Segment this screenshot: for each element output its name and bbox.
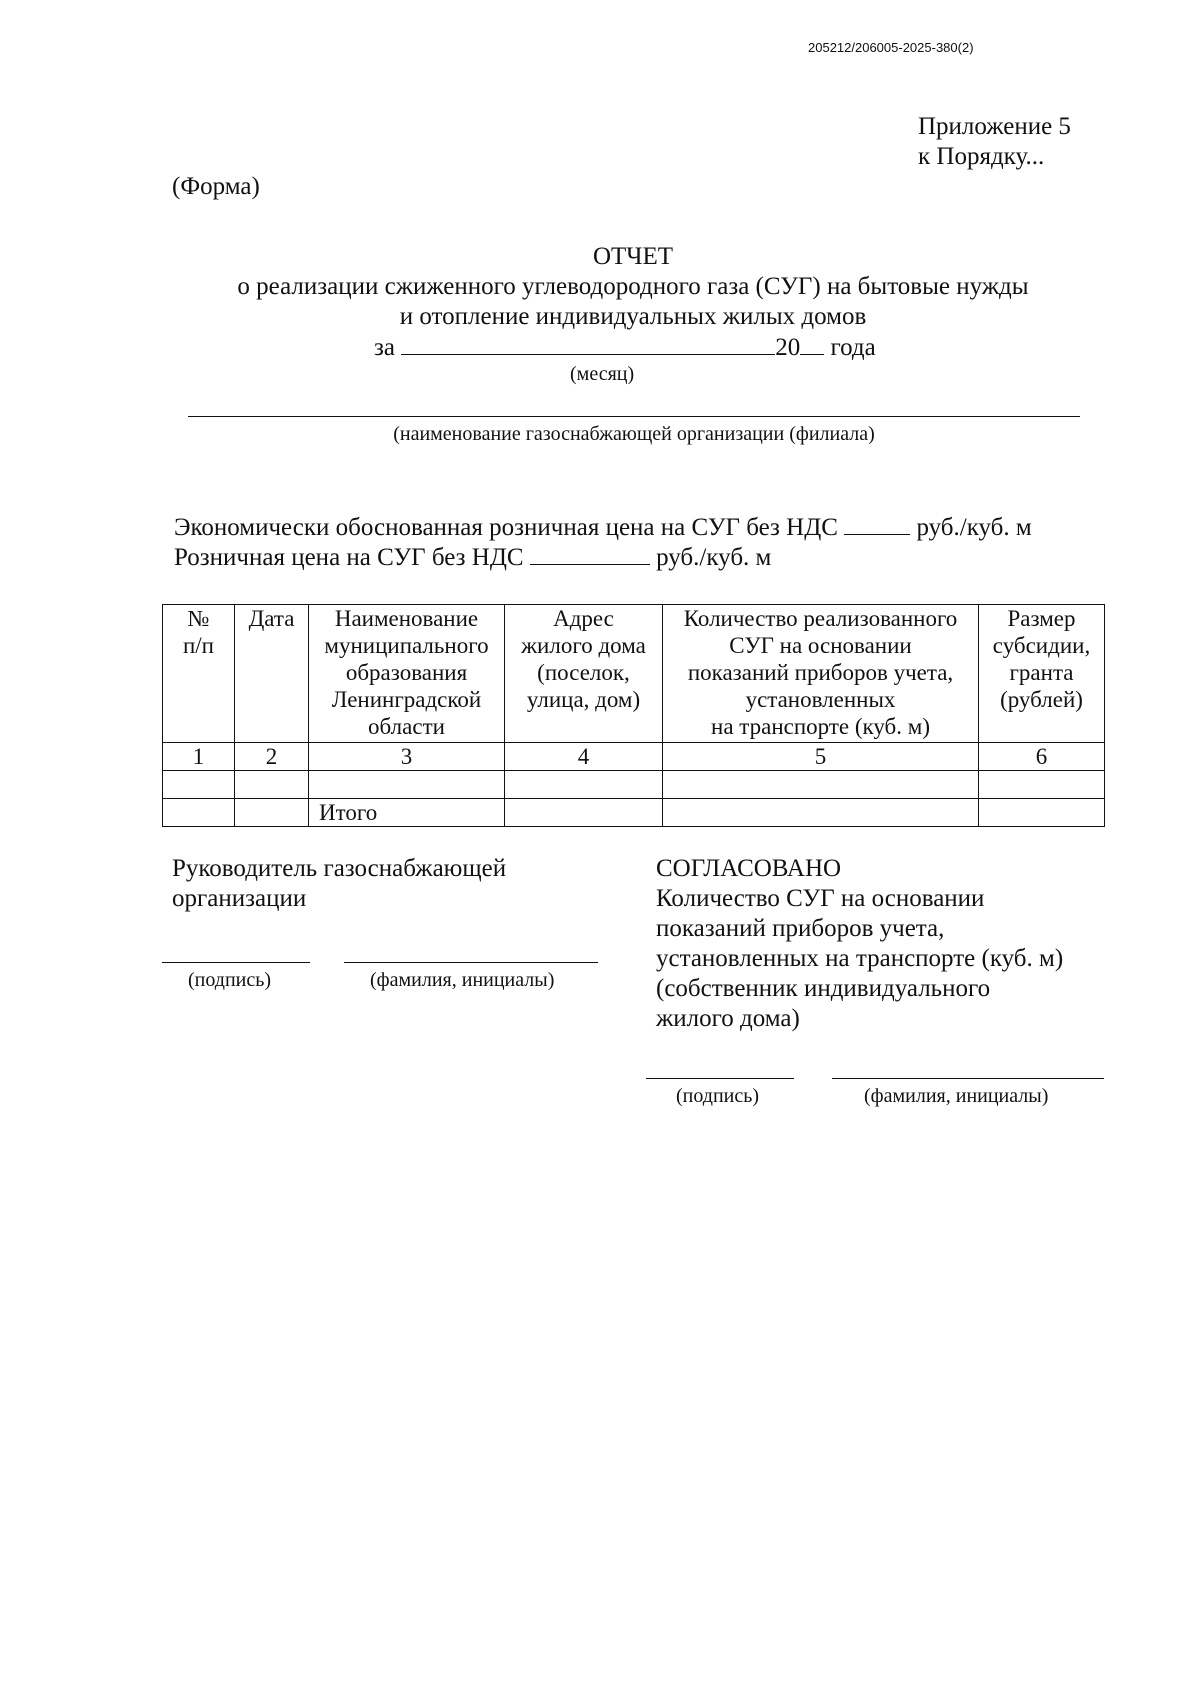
left-signature-line	[162, 962, 310, 963]
right-signature-line	[646, 1078, 794, 1079]
appendix-line-2: к Порядку...	[918, 143, 1045, 170]
column-number: 6	[979, 743, 1105, 771]
header-municipality: Наименование муниципального образования Ленинградской области	[309, 605, 505, 743]
table-cell	[979, 799, 1105, 827]
table-cell	[663, 799, 979, 827]
total-label: Итого	[309, 799, 505, 827]
right-name-line	[832, 1078, 1104, 1079]
report-title-line-1: о реализации сжиженного углеводородного газа (СУГ) на бытовые нужды	[237, 273, 1029, 300]
organization-caption: (наименование газоснабжающей организации (филиала)	[393, 423, 875, 445]
column-number: 3	[309, 743, 505, 771]
table-cell	[309, 771, 505, 799]
appendix-line-1: Приложение 5	[918, 113, 1071, 140]
column-number: 1	[163, 743, 235, 771]
table-row	[163, 771, 1105, 799]
header-subsidy: Размер субсидии, гранта (рублей)	[979, 605, 1105, 743]
table-cell	[505, 799, 663, 827]
header-number: № п/п	[163, 605, 235, 743]
table-cell	[979, 771, 1105, 799]
right-name-caption: (фамилия, инициалы)	[864, 1085, 1049, 1107]
report-table	[162, 604, 1105, 827]
approved-line-5: жилого дома)	[656, 1005, 800, 1032]
column-number: 4	[505, 743, 663, 771]
left-signature-title-2: организации	[172, 885, 307, 912]
month-blank	[401, 332, 775, 355]
approved-line-2: показаний приборов учета,	[656, 915, 945, 942]
left-name-caption: (фамилия, инициалы)	[370, 969, 555, 991]
approved-line-4: (собственник индивидуального	[656, 975, 991, 1002]
table-cell	[663, 771, 979, 799]
report-heading: ОТЧЕТ	[592, 243, 674, 270]
approved-heading: СОГЛАСОВАНО	[656, 855, 842, 882]
period-suffix: года	[830, 334, 876, 361]
retail-price-blank	[530, 542, 650, 565]
total-row	[163, 799, 1105, 827]
column-numbers-row	[163, 743, 1105, 771]
month-caption: (месяц)	[570, 363, 635, 385]
left-signature-caption: (подпись)	[188, 969, 272, 991]
period-prefix: за	[374, 334, 395, 361]
year-blank	[800, 332, 824, 355]
header-quantity: Количество реализованного СУГ на основании показаний приборов учета, установленных на транспорте (куб. м)	[663, 605, 979, 743]
organization-name-line	[188, 416, 1080, 417]
column-number: 5	[663, 743, 979, 771]
economic-price-label: Экономически обоснованная розничная цена на СУГ без НДС	[174, 514, 838, 541]
table-cell	[235, 799, 309, 827]
report-title-line-2: и отопление индивидуальных жилых домов	[399, 303, 867, 330]
header-address: Адрес жилого дома (поселок, улица, дом)	[505, 605, 663, 743]
table-header-row	[163, 605, 1105, 743]
economic-price-blank	[844, 512, 910, 535]
document-number: 205212/206005-2025-380(2)	[808, 40, 974, 55]
retail-price-line	[174, 542, 771, 573]
left-signature-title-1: Руководитель газоснабжающей	[172, 855, 507, 882]
approved-line-1: Количество СУГ на основании	[656, 885, 985, 912]
table-cell	[505, 771, 663, 799]
table-cell	[163, 771, 235, 799]
period-year: 20	[775, 334, 801, 361]
approved-line-3: установленных на транспорте (куб. м)	[656, 945, 1064, 972]
retail-price-unit: руб./куб. м	[656, 544, 772, 571]
table-cell	[163, 799, 235, 827]
column-number: 2	[235, 743, 309, 771]
economic-price-line	[174, 512, 1032, 543]
report-period	[374, 332, 876, 363]
header-date: Дата	[235, 605, 309, 743]
left-name-line	[344, 962, 598, 963]
right-signature-caption: (подпись)	[676, 1085, 760, 1107]
form-label: (Форма)	[172, 173, 260, 200]
retail-price-label: Розничная цена на СУГ без НДС	[174, 544, 524, 571]
economic-price-unit: руб./куб. м	[916, 514, 1032, 541]
table-cell	[235, 771, 309, 799]
